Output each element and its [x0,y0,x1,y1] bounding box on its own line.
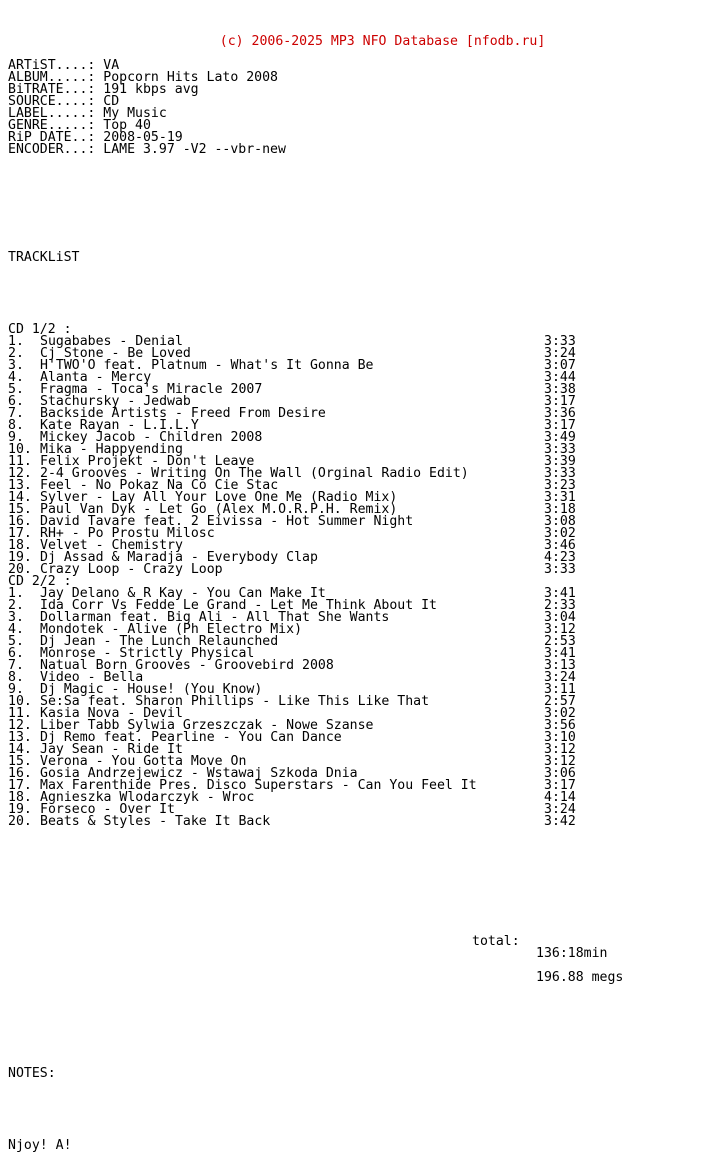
track-duration: 3:36 [544,406,576,421]
track-number: 16. [8,514,32,529]
meta-value: Popcorn Hits Lato 2008 [103,70,278,85]
track-title: Jay Delano & R Kay - You Can Make It [40,586,326,601]
track-number: 8. [8,418,24,433]
track-duration: 3:56 [544,718,576,733]
track-duration: 3:33 [544,442,576,457]
notes-title: NOTES: [8,1066,56,1081]
tracklist-title: TRACKLiST [8,250,80,265]
track-number: 9. [8,682,24,697]
track-number: 17. [8,526,32,541]
track-title: Se:Sa feat. Sharon Phillips - Like This Like That [40,694,430,709]
track-title: Beats & Styles - Take It Back [40,814,271,829]
track-number: 19. [8,550,32,565]
track-duration: 3:31 [544,490,576,505]
nfodb-copyright: (c) 2006-2025 MP3 NFO Database [nfodb.ru] [219,34,546,49]
track-title: Gosia Andrzejewicz - Wstawaj Szkoda Dnia [40,766,358,781]
track-title: Dollarman feat. Big Ali - All That She Wants [40,610,390,625]
meta-label: BiTRATE...: [8,82,96,97]
track-title: Backside Artists - Freed From Desire [40,406,326,421]
track-title: Sylver - Lay All Your Love One Me (Radio Mix) [40,490,398,505]
track-title: Velvet - Chemistry [40,538,183,553]
track-duration: 3:24 [544,670,576,685]
track-title: Forseco - Over It [40,802,175,817]
total-line [8,924,608,961]
track-number: 15. [8,502,32,517]
meta-value: CD [103,94,120,109]
track-duration: 3:23 [544,478,576,493]
track-number: 10. [8,442,32,457]
track-number: 5. [8,634,24,649]
meta-label: LABEL.....: [8,106,96,121]
track-title: Mondotek - Alive (Ph Electro Mix) [40,622,303,637]
track-title: Mika - Happyending [40,442,183,457]
track-duration: 4:23 [544,550,576,565]
track-title: Dj Remo feat. Pearline - You Can Dance [40,730,342,745]
track-duration: 2:53 [544,634,576,649]
track-duration: 3:11 [544,682,576,697]
track-duration: 3:46 [544,538,576,553]
track-title: Dj Magic - House! (You Know) [40,682,263,697]
track-duration: 3:12 [544,622,576,637]
track-duration: 3:17 [544,418,576,433]
track-duration: 3:33 [544,466,576,481]
track-title: Paul Van Dyk - Let Go (Alex M.O.R.P.H. Remix) [40,502,398,517]
track-duration: 3:02 [544,526,576,541]
track-title: Crazy Loop - Crazy Loop [40,562,223,577]
track-number: 12. [8,718,32,733]
total-time: 136:18min [536,946,608,961]
track-number: 7. [8,406,24,421]
track-number: 14. [8,742,32,757]
track-duration: 3:12 [544,754,576,769]
track-duration: 3:10 [544,730,576,745]
track-title: Stachursky - Jedwab [40,394,191,409]
track-number: 17. [8,778,32,793]
nfo-document [8,0,624,1164]
track-number: 1. [8,586,24,601]
track-number: 11. [8,454,32,469]
track-number: 20. [8,814,32,829]
track-duration: 3:39 [544,454,576,469]
track-title: Alanta - Mercy [40,370,152,385]
track-title: Jay Sean - Ride It [40,742,183,757]
meta-value: 2008-05-19 [103,130,183,145]
track-title: Video - Bella [40,670,144,685]
track-duration: 3:04 [544,610,576,625]
track-duration: 3:17 [544,778,576,793]
track-duration: 3:38 [544,382,576,397]
track-number: 9. [8,430,24,445]
header-line [8,24,546,49]
track-title: Feel - No Pokaz Na Co Cie Stac [40,478,279,493]
track-duration: 3:24 [544,802,576,817]
track-title: Ida Corr Vs Fedde Le Grand - Let Me Think About It [40,598,437,613]
tracklist [8,322,576,829]
meta-line [8,144,545,156]
track-number: 2. [8,346,24,361]
meta-label: ALBUM.....: [8,70,96,85]
track-duration: 3:17 [544,394,576,409]
track-duration: 3:18 [544,502,576,517]
track-duration: 3:49 [544,430,576,445]
track-title: Verona - You Gotta Move On [40,754,247,769]
meta-value: LAME 3.97 -V2 --vbr-new [103,142,286,157]
track-number: 15. [8,754,32,769]
track-duration: 3:12 [544,742,576,757]
track-duration: 3:44 [544,370,576,385]
track-title: David Tavare feat. 2 Eivissa - Hot Summer Night [40,514,414,529]
meta-label: SOURCE....: [8,94,96,109]
track-title: Dj Jean - The Lunch Relaunched [40,634,279,649]
release-info [8,60,545,156]
track-title: H'TWO'O feat. Platnum - What's It Gonna Be [40,358,374,373]
track-duration: 3:08 [544,514,576,529]
track-duration: 3:07 [544,358,576,373]
cd-label: CD 1/2 : [8,322,72,337]
meta-value: My Music [103,106,167,121]
meta-label: GENRE.....: [8,118,96,133]
total-size-line [8,960,624,985]
track-number: 4. [8,370,24,385]
track-title: Kate Rayan - L.I.L.Y [40,418,199,433]
track-number: 4. [8,622,24,637]
track-title: Natual Born Grooves - Groovebird 2008 [40,658,334,673]
track-number: 12. [8,466,32,481]
track-number: 13. [8,478,32,493]
meta-label: RiP DATE..: [8,130,96,145]
track-title: Agnieszka Wlodarczyk - Wroc [40,790,255,805]
track-duration: 2:57 [544,694,576,709]
track-number: 3. [8,610,24,625]
track-title: Mickey Jacob - Children 2008 [40,430,263,445]
track-number: 18. [8,790,32,805]
track-duration: 3:33 [544,562,576,577]
meta-value: Top 40 [103,118,151,133]
track-title: Monrose - Strictly Physical [40,646,255,661]
track-title: Cj Stone - Be Loved [40,346,191,361]
track-duration: 3:41 [544,586,576,601]
track-title: Liber Tabb Sylwia Grzeszczak - Nowe Szanse [40,718,374,733]
track-duration: 3:13 [544,658,576,673]
track-number: 11. [8,706,32,721]
track-duration: 4:14 [544,790,576,805]
track-title: Max Farenthide Pres. Disco Superstars - Can You Feel It [40,778,477,793]
track-title: Fragma - Toca's Miracle 2007 [40,382,263,397]
track-number: 20. [8,562,32,577]
track-title: Sugababes - Denial [40,334,183,349]
track-number: 8. [8,670,24,685]
meta-value: 191 kbps avg [103,82,199,97]
track-title: RH+ - Po Prostu Milosc [40,526,215,541]
track-number: 5. [8,382,24,397]
track-number: 7. [8,658,24,673]
notes-text: Njoy! A! [8,1138,72,1153]
meta-value: VA [103,58,120,73]
track-duration: 3:02 [544,706,576,721]
track-number: 16. [8,766,32,781]
track-number: 2. [8,598,24,613]
track-duration: 3:42 [544,814,576,829]
track-row [8,562,576,577]
track-number: 14. [8,490,32,505]
track-duration: 2:33 [544,598,576,613]
track-number: 19. [8,802,32,817]
total-size: 196.88 megs [536,970,624,985]
track-title: Dj Assad & Maradja - Everybody Clap [40,550,318,565]
track-duration: 3:33 [544,334,576,349]
cd-label: CD 2/2 : [8,574,72,589]
track-number: 6. [8,646,24,661]
track-duration: 3:24 [544,346,576,361]
track-number: 3. [8,358,24,373]
track-number: 6. [8,394,24,409]
meta-label: ARTiST....: [8,58,96,73]
track-title: 2-4 Grooves - Writing On The Wall (Orginal Radio Edit) [40,466,469,481]
track-title: Felix Projekt - Don't Leave [40,454,255,469]
track-title: Kasia Nova - Devil [40,706,183,721]
track-row [8,814,576,829]
track-duration: 3:41 [544,646,576,661]
meta-label: ENCODER...: [8,142,96,157]
track-number: 1. [8,334,24,349]
track-duration: 3:06 [544,766,576,781]
track-number: 18. [8,538,32,553]
track-number: 13. [8,730,32,745]
track-number: 10. [8,694,32,709]
total-label: total: [472,934,520,949]
